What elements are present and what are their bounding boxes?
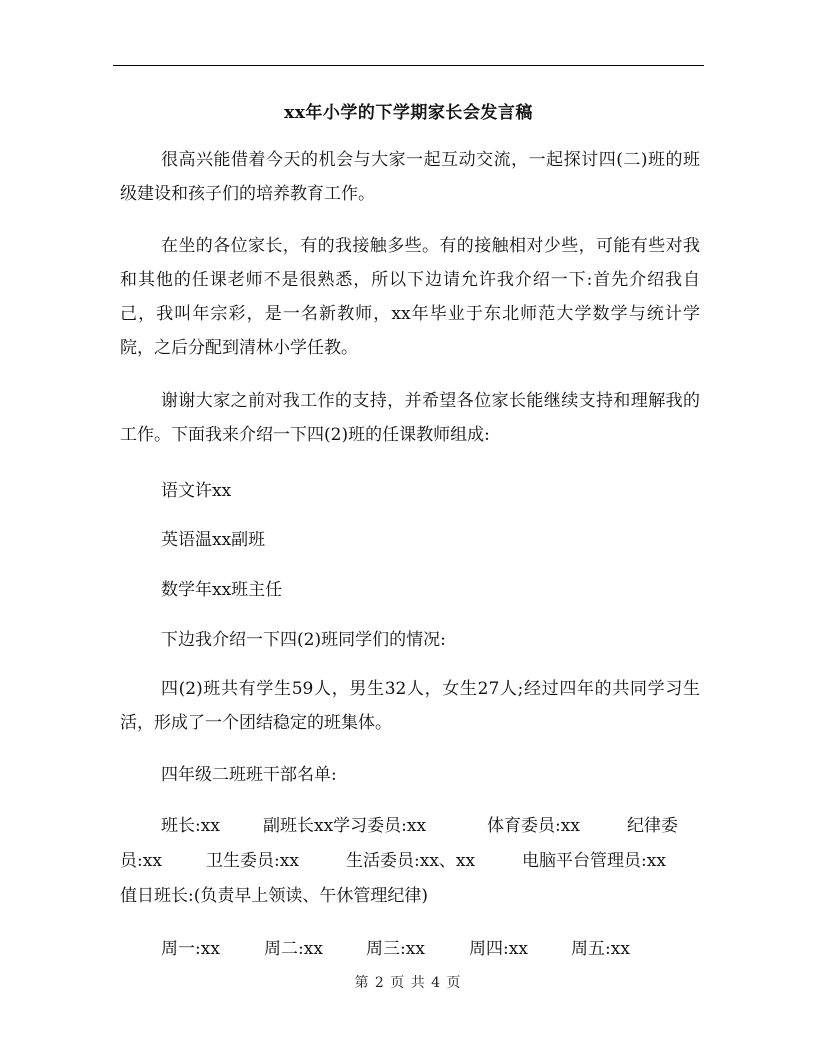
students-intro: 下边我介绍一下四(2)班同学们的情况: — [161, 630, 446, 650]
cadre-heading: 四年级二班班干部名单: — [161, 765, 337, 785]
cadre-life: 生活委员:xx、xx — [346, 851, 476, 871]
paragraph-students: 四(2)班共有学生59人，男生32人，女生27人;经过四年的共同学习生活，形成了一个团结稳定的班集体。 — [120, 679, 700, 733]
duty-monday: 周一:xx — [161, 939, 220, 959]
duty-friday: 周五:xx — [571, 939, 630, 959]
teacher-chinese: 语文许xx — [161, 481, 232, 501]
teacher-math: 数学年xx班主任 — [161, 580, 283, 600]
cadre-row — [120, 879, 700, 914]
cadre-duty-monitor: 值日班长:(负责早上领读、午休管理纪律) — [120, 886, 428, 906]
cadre-computer-platform: 电脑平台管理员:xx — [522, 851, 666, 871]
cadre-discipline-end: 员:xx — [120, 851, 162, 871]
cadre-sports: 体育委员:xx — [487, 816, 580, 836]
cadre-list — [120, 809, 700, 914]
teacher-english: 英语温xx副班 — [161, 530, 266, 550]
cadre-monitor: 班长:xx — [161, 816, 220, 836]
duty-wednesday: 周三:xx — [366, 939, 425, 959]
cadre-row — [120, 844, 700, 879]
duty-thursday: 周四:xx — [469, 939, 528, 959]
duty-tuesday: 周二:xx — [264, 939, 323, 959]
paragraph-opening: 很高兴能借着今天的机会与大家一起互动交流，一起探讨四(二)班的班级建设和孩子们的培养教育工作。 — [120, 150, 700, 204]
page-number: 第 2 页 共 4 页 — [354, 975, 462, 991]
cadre-discipline-start: 纪律委 — [627, 816, 678, 836]
document-title: xx年小学的下学期家长会发言稿 — [284, 103, 533, 123]
cadre-hygiene: 卫生委员:xx — [206, 851, 299, 871]
header-rule — [113, 65, 704, 66]
paragraph-self-introduction: 在坐的各位家长，有的我接触多些。有的接触相对少些，可能有些对我和其他的任课老师不是很熟悉，所以下边请允许我介绍一下:首先介绍我自己，我叫年宗彩，是一名新教师，xx年毕业于东北师范大学数学与统计学院，之后分配到清林小学任教。 — [120, 236, 700, 358]
cadre-vice-monitor-study: 副班长xx学习委员:xx — [263, 816, 427, 836]
paragraph-thanks: 谢谢大家之前对我工作的支持，并希望各位家长能继续支持和理解我的工作。下面我来介绍一下四(2)班的任课教师组成: — [120, 391, 700, 445]
duty-schedule — [0, 932, 816, 966]
cadre-row — [120, 809, 700, 844]
